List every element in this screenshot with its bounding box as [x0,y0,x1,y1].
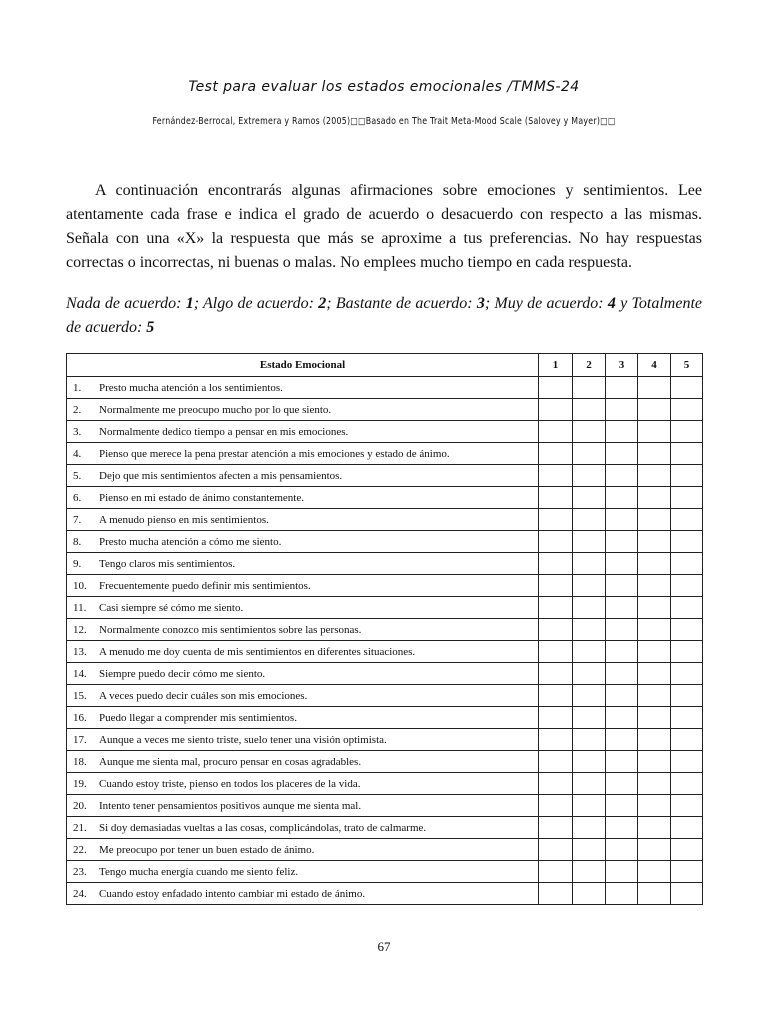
response-cell-3[interactable] [606,531,638,553]
response-cell-5[interactable] [671,751,703,773]
item-statement [67,553,539,575]
item-number: 18. [73,755,87,768]
response-cell-2[interactable] [573,641,606,663]
item-statement [67,795,539,817]
response-cell-1[interactable] [539,663,573,685]
response-cell-1[interactable] [539,377,573,399]
response-cell-4[interactable] [638,531,671,553]
item-statement [67,883,539,905]
response-cell-5[interactable] [671,729,703,751]
response-cell-1[interactable] [539,773,573,795]
item-text: Aunque a veces me siento triste, suelo tener una visión optimista. [99,733,387,746]
item-text: Normalmente me preocupo mucho por lo que siento. [99,403,332,416]
response-cell-1[interactable] [539,465,573,487]
page-title: Test para evaluar los estados emocionales /TMMS-24 [188,79,580,95]
item-text: A menudo me doy cuenta de mis sentimientos en diferentes situaciones. [99,645,416,658]
response-cell-4[interactable] [638,421,671,443]
item-text: Si doy demasiadas vueltas a las cosas, complicándolas, trato de calmarme. [99,821,427,834]
response-cell-1[interactable] [539,839,573,861]
response-cell-2[interactable] [573,751,606,773]
item-text: A menudo pienso en mis sentimientos. [99,513,269,526]
item-statement [67,619,539,641]
response-cell-1[interactable] [539,619,573,641]
table-row [67,795,703,817]
column-header-2: 2 [573,354,606,377]
scale-label-5: y Totalmente de acuerdo: [66,295,702,336]
response-cell-5[interactable] [671,619,703,641]
response-cell-3[interactable] [606,795,638,817]
item-number: 20. [73,799,87,812]
response-cell-5[interactable] [671,531,703,553]
response-cell-2[interactable] [573,465,606,487]
item-statement [67,685,539,707]
response-cell-4[interactable] [638,509,671,531]
item-statement [67,839,539,861]
response-cell-4[interactable] [638,487,671,509]
item-text: Siempre puedo decir cómo me siento. [99,667,266,680]
response-cell-1[interactable] [539,751,573,773]
scale-value-2: 2 [318,295,327,312]
item-statement [67,509,539,531]
scale-value-3: 3 [476,295,485,312]
response-cell-1[interactable] [539,509,573,531]
item-number: 24. [73,887,87,900]
item-number: 15. [73,689,87,702]
table-row [67,751,703,773]
response-cell-2[interactable] [573,421,606,443]
item-text: Cuando estoy enfadado intento cambiar mi estado de ánimo. [99,887,366,900]
item-statement [67,465,539,487]
item-text: Intento tener pensamientos positivos aunque me sienta mal. [99,799,362,812]
response-cell-1[interactable] [539,575,573,597]
response-cell-1[interactable] [539,707,573,729]
intro-paragraph: A continuación encontrarás algunas afirmaciones sobre emociones y sentimientos. Lee atentamente cada frase e indica el grado de acuerdo o desacuerdo con respecto a las mismas. Señala con una «X» la respuesta que más se aproxime a tus preferencias. No hay respuestas correctas o incorrectas, ni buenas o malas. No emplees mucho tiempo en cada respuesta. [66,182,702,271]
response-cell-4[interactable] [638,663,671,685]
table-row [67,421,703,443]
response-cell-3[interactable] [606,487,638,509]
response-cell-1[interactable] [539,531,573,553]
response-cell-2[interactable] [573,817,606,839]
table-row [67,575,703,597]
item-text: Frecuentemente puedo definir mis sentimientos. [99,579,311,592]
item-text: Tengo claros mis sentimientos. [99,557,236,570]
item-statement [67,531,539,553]
item-statement [67,443,539,465]
item-number: 11. [73,601,87,614]
table-header-row [67,354,703,377]
item-number: 22. [73,843,87,856]
response-cell-2[interactable] [573,443,606,465]
item-number: 13. [73,645,87,658]
response-cell-4[interactable] [638,729,671,751]
response-cell-3[interactable] [606,553,638,575]
scale-label-3: ; Bastante de acuerdo: [326,295,477,312]
table-row [67,707,703,729]
response-cell-1[interactable] [539,685,573,707]
item-text: Presto mucha atención a cómo me siento. [99,535,282,548]
item-number: 7. [73,513,82,526]
table-row [67,619,703,641]
response-cell-3[interactable] [606,421,638,443]
item-text: Presto mucha atención a los sentimientos. [99,381,283,394]
table-row [67,377,703,399]
item-statement [67,773,539,795]
response-cell-5[interactable] [671,443,703,465]
column-header-4: 4 [638,354,671,377]
table-row [67,597,703,619]
response-cell-2[interactable] [573,663,606,685]
response-cell-4[interactable] [638,707,671,729]
table-row [67,729,703,751]
response-cell-2[interactable] [573,795,606,817]
item-statement [67,707,539,729]
response-cell-3[interactable] [606,773,638,795]
response-cell-5[interactable] [671,839,703,861]
scale-value-1: 1 [185,295,194,312]
response-cell-2[interactable] [573,399,606,421]
response-cell-1[interactable] [539,817,573,839]
item-text: Dejo que mis sentimientos afecten a mis pensamientos. [99,469,343,482]
response-cell-4[interactable] [638,399,671,421]
response-cell-5[interactable] [671,773,703,795]
column-header-5: 5 [671,354,703,377]
response-cell-5[interactable] [671,509,703,531]
response-cell-3[interactable] [606,465,638,487]
response-cell-1[interactable] [539,553,573,575]
table-row [67,883,703,905]
response-cell-5[interactable] [671,487,703,509]
response-cell-1[interactable] [539,641,573,663]
item-number: 6. [73,491,82,504]
response-cell-4[interactable] [638,619,671,641]
scale-legend [66,292,702,340]
response-cell-4[interactable] [638,751,671,773]
response-cell-3[interactable] [606,817,638,839]
response-cell-1[interactable] [539,487,573,509]
response-cell-3[interactable] [606,399,638,421]
table-row [67,531,703,553]
column-header-estado: Estado Emocional [67,354,539,377]
item-number: 10. [73,579,87,592]
item-statement [67,377,539,399]
response-cell-1[interactable] [539,597,573,619]
response-cell-4[interactable] [638,817,671,839]
scale-label-4: ; Muy de acuerdo: [484,295,608,312]
response-cell-1[interactable] [539,399,573,421]
response-cell-5[interactable] [671,465,703,487]
response-cell-4[interactable] [638,641,671,663]
table-row [67,553,703,575]
response-cell-5[interactable] [671,663,703,685]
table-row [67,465,703,487]
response-cell-4[interactable] [638,773,671,795]
item-number: 12. [73,623,87,636]
response-cell-3[interactable] [606,377,638,399]
item-number: 5. [73,469,82,482]
scale-label-1: Nada de acuerdo: [66,295,186,312]
response-cell-1[interactable] [539,421,573,443]
response-cell-5[interactable] [671,575,703,597]
response-cell-5[interactable] [671,795,703,817]
response-cell-5[interactable] [671,421,703,443]
response-cell-2[interactable] [573,575,606,597]
response-cell-4[interactable] [638,575,671,597]
table-row [67,641,703,663]
scale-value-5: 5 [146,319,155,336]
table-row [67,443,703,465]
response-cell-4[interactable] [638,861,671,883]
response-cell-2[interactable] [573,707,606,729]
item-number: 19. [73,777,87,790]
response-cell-3[interactable] [606,685,638,707]
response-cell-3[interactable] [606,729,638,751]
item-number: 14. [73,667,87,680]
item-text: Me preocupo por tener un buen estado de ánimo. [99,843,315,856]
response-cell-5[interactable] [671,641,703,663]
item-statement [67,399,539,421]
scale-value-4: 4 [607,295,616,312]
response-cell-3[interactable] [606,663,638,685]
table-row [67,487,703,509]
item-text: Casi siempre sé cómo me siento. [99,601,244,614]
table-row [67,399,703,421]
item-statement [67,641,539,663]
response-cell-1[interactable] [539,729,573,751]
table-row [67,773,703,795]
item-text: Cuando estoy triste, pienso en todos los placeres de la vida. [99,777,361,790]
response-cell-3[interactable] [606,751,638,773]
response-cell-2[interactable] [573,487,606,509]
response-cell-5[interactable] [671,399,703,421]
response-cell-2[interactable] [573,531,606,553]
item-number: 2. [73,403,82,416]
response-cell-3[interactable] [606,641,638,663]
response-cell-4[interactable] [638,685,671,707]
page-subtitle: Fernández-Berrocal, Extremera y Ramos (2005)□□Basado en The Trait Meta-Mood Scale (Salovey y Mayer)□□ [152,116,616,127]
item-text: Tengo mucha energía cuando me siento feliz. [99,865,299,878]
response-cell-4[interactable] [638,795,671,817]
emotional-state-table [66,353,703,905]
item-text: Aunque me sienta mal, procuro pensar en cosas agradables. [99,755,362,768]
response-cell-2[interactable] [573,619,606,641]
item-text: Normalmente conozco mis sentimientos sobre las personas. [99,623,362,636]
response-cell-3[interactable] [606,443,638,465]
table-row [67,839,703,861]
response-cell-3[interactable] [606,707,638,729]
response-cell-3[interactable] [606,575,638,597]
column-header-1: 1 [539,354,573,377]
table-row [67,663,703,685]
item-number: 16. [73,711,87,724]
item-statement [67,421,539,443]
item-statement [67,597,539,619]
response-cell-4[interactable] [638,883,671,905]
response-cell-4[interactable] [638,443,671,465]
item-text: A veces puedo decir cuáles son mis emociones. [99,689,308,702]
item-number: 1. [73,381,82,394]
item-number: 3. [73,425,82,438]
response-cell-4[interactable] [638,839,671,861]
item-statement [67,487,539,509]
response-cell-2[interactable] [573,597,606,619]
response-cell-2[interactable] [573,839,606,861]
response-cell-5[interactable] [671,883,703,905]
response-cell-2[interactable] [573,729,606,751]
response-cell-4[interactable] [638,377,671,399]
item-statement [67,751,539,773]
response-cell-4[interactable] [638,553,671,575]
table-row [67,685,703,707]
item-text: Normalmente dedico tiempo a pensar en mis emociones. [99,425,349,438]
item-number: 4. [73,447,82,460]
response-cell-2[interactable] [573,773,606,795]
response-cell-5[interactable] [671,377,703,399]
item-statement [67,729,539,751]
item-number: 17. [73,733,87,746]
response-cell-4[interactable] [638,465,671,487]
table-row [67,509,703,531]
response-cell-3[interactable] [606,597,638,619]
item-text: Pienso en mi estado de ánimo constantemente. [99,491,304,504]
response-cell-5[interactable] [671,553,703,575]
response-cell-5[interactable] [671,707,703,729]
response-cell-5[interactable] [671,685,703,707]
page-number: 67 [377,939,391,954]
table-row [67,817,703,839]
response-cell-2[interactable] [573,861,606,883]
response-cell-3[interactable] [606,619,638,641]
response-cell-5[interactable] [671,597,703,619]
scale-label-2: ; Algo de acuerdo: [193,295,319,312]
item-statement [67,817,539,839]
response-cell-2[interactable] [573,553,606,575]
response-cell-5[interactable] [671,817,703,839]
response-cell-2[interactable] [573,377,606,399]
item-number: 9. [73,557,82,570]
response-cell-2[interactable] [573,883,606,905]
response-cell-5[interactable] [671,861,703,883]
item-number: 23. [73,865,87,878]
response-cell-3[interactable] [606,861,638,883]
response-cell-3[interactable] [606,839,638,861]
item-text: Puedo llegar a comprender mis sentimientos. [99,711,297,724]
response-cell-1[interactable] [539,795,573,817]
response-cell-2[interactable] [573,509,606,531]
table-row [67,861,703,883]
response-cell-1[interactable] [539,443,573,465]
item-number: 8. [73,535,82,548]
column-header-3: 3 [606,354,638,377]
response-cell-1[interactable] [539,883,573,905]
item-text: Pienso que merece la pena prestar atención a mis emociones y estado de ánimo. [99,447,450,460]
item-statement [67,663,539,685]
item-statement [67,861,539,883]
item-statement [67,575,539,597]
response-cell-3[interactable] [606,883,638,905]
response-cell-4[interactable] [638,597,671,619]
response-cell-2[interactable] [573,685,606,707]
item-number: 21. [73,821,87,834]
response-cell-3[interactable] [606,509,638,531]
response-cell-1[interactable] [539,861,573,883]
